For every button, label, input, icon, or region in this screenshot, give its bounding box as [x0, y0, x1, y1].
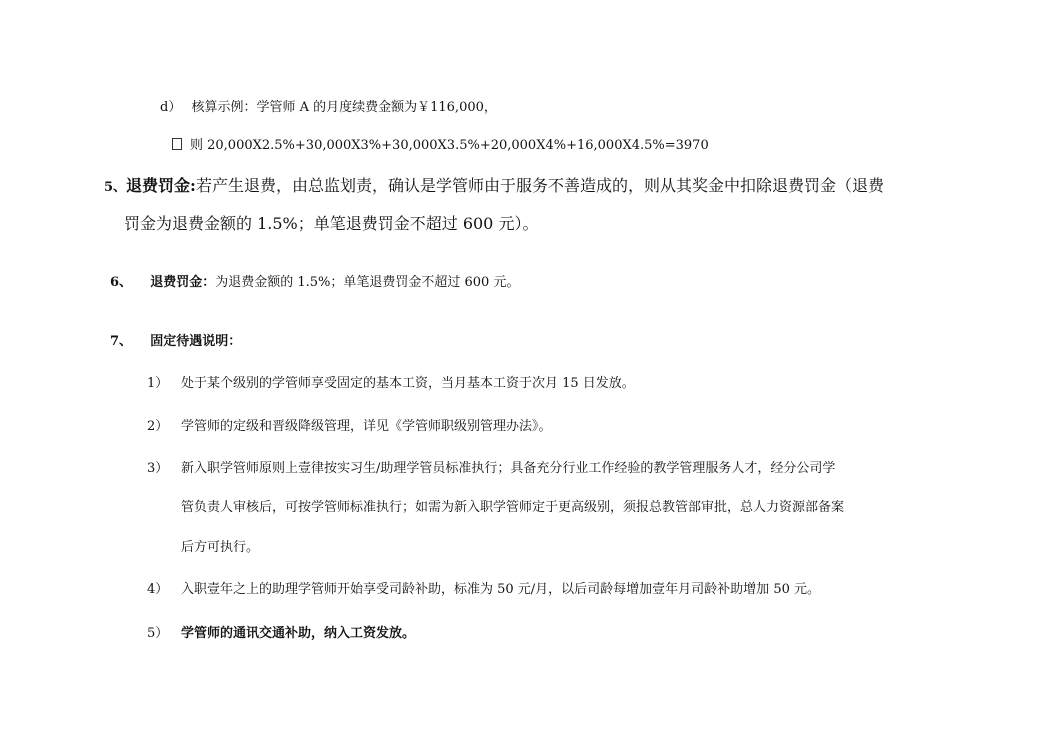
point-3-line1 — [147, 460, 835, 478]
section-5-line2 — [124, 213, 538, 235]
square-bullet-icon — [172, 138, 182, 150]
point-1-text: 处于某个级别的学管师享受固定的基本工资，当月基本工资于次月 15 日发放。 — [181, 376, 635, 391]
point-2-text: 学管师的定级和晋级降级管理，详见《学管师职级别管理办法》。 — [181, 419, 552, 434]
section-5-text-1: 若产生退费，由总监划责，确认是学管师由于服务不善造成的，则从其奖金中扣除退费罚金（退费 — [195, 176, 884, 195]
point-5-number: 5） — [147, 626, 169, 641]
section-7 — [110, 333, 241, 351]
section-6-number: 6、 — [110, 275, 133, 290]
section-6 — [110, 274, 519, 292]
point-4-number: 4） — [147, 582, 169, 597]
point-3-text-1: 新入职学管师原则上壹律按实习生/助理学管员标准执行；具备充分行业工作经验的教学管理服务人才，经分公司学 — [181, 461, 836, 476]
section-5-text-2: 罚金为退费金额的 1.5%；单笔退费罚金不超过 600 元）。 — [124, 214, 539, 233]
point-2-number: 2） — [147, 419, 169, 434]
point-3-line3 — [181, 539, 259, 557]
point-3-number: 3） — [147, 461, 169, 476]
point-1 — [147, 375, 635, 393]
item-d-label: d） — [160, 100, 182, 115]
point-3-text-2: 管负责人审核后，可按学管师标准执行；如需为新入职学管师定于更高级别，须报总教管部审批，总人力资源部备案 — [181, 500, 845, 515]
item-d — [160, 99, 497, 117]
section-7-title: 固定待遇说明： — [150, 334, 242, 349]
calculation-text: 则 20,000X2.5%+30,000X3%+30,000X3.5%+20,000X4%+16,000X4.5%=3970 — [190, 138, 709, 153]
point-3-line2 — [181, 499, 844, 517]
section-7-number: 7、 — [110, 334, 133, 349]
point-5 — [147, 625, 415, 643]
section-6-title: 退费罚金： — [150, 275, 216, 290]
point-5-text: 学管师的通讯交通补助，纳入工资发放。 — [181, 626, 416, 641]
point-3-text-3: 后方可执行。 — [181, 540, 260, 555]
point-1-number: 1） — [147, 376, 169, 391]
section-5-number: 5、 — [104, 180, 127, 195]
item-d-text: 核算示例：学管师 A 的月度续费金额为￥116,000， — [191, 100, 497, 115]
point-4-text: 入职壹年之上的助理学管师开始享受司龄补助，标准为 50 元/月，以后司龄每增加壹年月司龄补助增加 50 元。 — [181, 582, 820, 597]
point-4 — [147, 581, 820, 599]
section-5-title: 退费罚金: — [126, 176, 196, 195]
section-5-line1 — [104, 175, 884, 199]
calculation-line — [172, 137, 709, 155]
point-2 — [147, 418, 552, 436]
section-6-text: 为退费金额的 1.5%；单笔退费罚金不超过 600 元。 — [215, 275, 520, 290]
